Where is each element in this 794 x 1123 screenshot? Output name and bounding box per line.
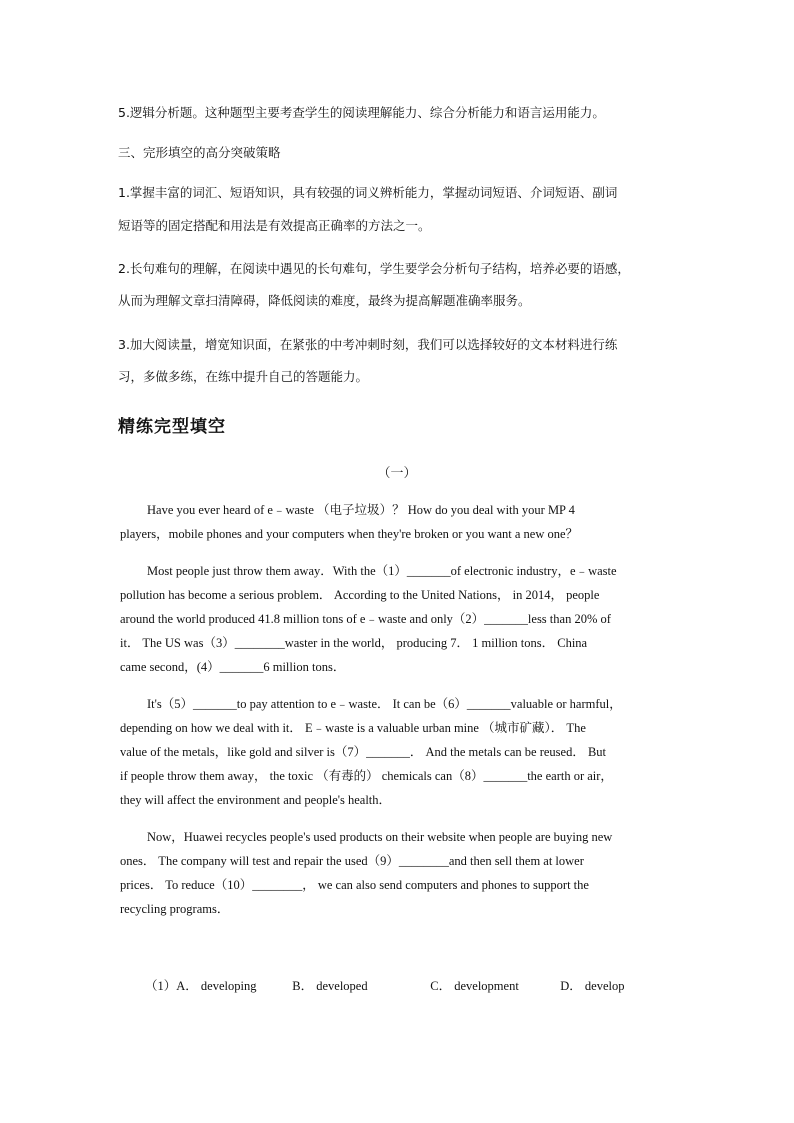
tip-2-line-1: 2.长句难句的理解，在阅读中遇见的长句难句，学生要学会分析句子结构，培养必要的语感， bbox=[118, 261, 630, 276]
paragraph-2-line: Most people just throw them away．With the（1）_______of electronic industry，e﹣waste bbox=[147, 564, 617, 578]
tip-1-line-2: 短语等的固定搭配和用法是有效提高正确率的方法之一。 bbox=[118, 218, 431, 233]
paragraph-4-line: recycling programs． bbox=[120, 902, 230, 916]
paragraph-3-line: they will affect the environment and people's health． bbox=[120, 793, 392, 807]
paragraph-1 bbox=[120, 498, 676, 546]
question-1-options bbox=[145, 976, 625, 994]
option-c[interactable]: C． development bbox=[430, 979, 519, 993]
paragraph-3-line: depending on how we deal with it． E﹣waste is a valuable urban mine （城市矿藏）． The bbox=[120, 721, 586, 735]
paragraph-2-line: came second，(4）_______6 million tons． bbox=[120, 660, 346, 674]
paragraph-3 bbox=[120, 692, 676, 812]
tip-1-continued bbox=[118, 208, 678, 244]
option-d[interactable]: D． develop bbox=[560, 979, 625, 993]
tip-1 bbox=[118, 175, 678, 211]
paragraph-4-line: prices． To reduce（10）________， we can also send computers and phones to support the bbox=[120, 878, 589, 892]
tip-2-continued bbox=[118, 283, 678, 319]
paragraph-2-line: pollution has become a serious problem． According to the United Nations， in 2014， people bbox=[120, 588, 600, 602]
paragraph-4-line: Now，Huawei recycles people's used products on their website when people are buying new bbox=[147, 830, 613, 844]
paragraph-2-line: around the world produced 41.8 million tons of e﹣waste and only（2）_______less than 20% of bbox=[120, 612, 611, 626]
option-a[interactable]: A． developing bbox=[176, 979, 257, 993]
tip-2-line-2: 从而为理解文章扫清障碍，降低阅读的难度，最终为提高解题准确率服务。 bbox=[118, 293, 531, 308]
question-1-number: （1） bbox=[145, 979, 177, 993]
paragraph-3-line: value of the metals，like gold and silver is（7）_______． And the metals can be reused． But bbox=[120, 745, 607, 759]
tip-2 bbox=[118, 251, 678, 287]
practice-heading: 精练完型填空 bbox=[118, 417, 226, 437]
section-3-title: 三、完形填空的高分突破策略 bbox=[118, 145, 281, 160]
passage-number: （一） bbox=[377, 466, 417, 481]
option-b[interactable]: B． developed bbox=[292, 979, 368, 993]
tip-3-line-2: 习，多做多练，在练中提升自己的答题能力。 bbox=[118, 369, 369, 384]
paragraph-1-line: players，mobile phones and your computers when they're broken or you want a new one？ bbox=[120, 527, 579, 541]
paragraph-2 bbox=[120, 559, 676, 679]
paragraph-1-line: Have you ever heard of e﹣waste （电子垃圾）？ How do you deal with your MP 4 bbox=[147, 503, 575, 517]
paragraph-2-line: it． The US was（3）________waster in the world， producing 7． 1 million tons． China bbox=[120, 636, 588, 650]
paragraph-3-line: if people throw them away， the toxic （有毒的） chemicals can（8）_______the earth or air， bbox=[120, 769, 613, 783]
question-type-5: 5.逻辑分析题。这种题型主要考查学生的阅读理解能力、综合分析能力和语言运用能力。 bbox=[118, 105, 605, 120]
tip-3-continued bbox=[118, 359, 678, 395]
tip-3-line-1: 3.加大阅读量，增宽知识面，在紧张的中考冲刺时刻，我们可以选择较好的文本材料进行练 bbox=[118, 337, 618, 352]
paragraph-4 bbox=[120, 825, 676, 921]
tip-1-line-1: 1.掌握丰富的词汇、短语知识，具有较强的词义辨析能力，掌握动词短语、介词短语、副词 bbox=[118, 185, 618, 200]
paragraph-4-line: ones． The company will test and repair the used（9）________and then sell them at lower bbox=[120, 854, 584, 868]
tip-3 bbox=[118, 327, 678, 363]
paragraph-3-line: It's（5）_______to pay attention to e﹣waste． It can be（6）_______valuable or harmful， bbox=[147, 697, 622, 711]
